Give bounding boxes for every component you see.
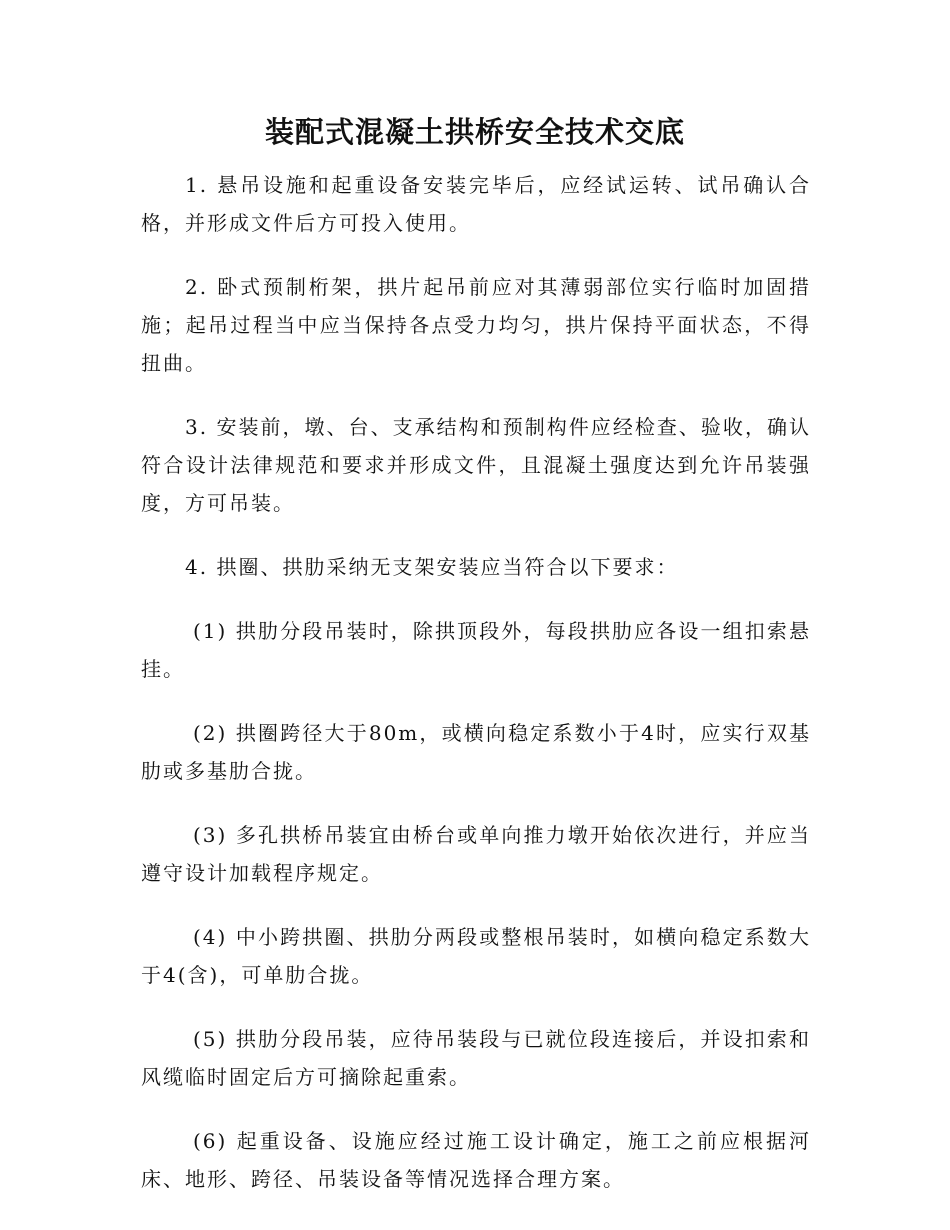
sub-item-5: (5) 拱肋分段吊装，应待吊装段与已就位段连接后，并设扣索和风缆临时固定后方可摘除起重索。 xyxy=(141,1027,811,1089)
sub-item-2: (2) 拱圈跨径大于80m，或横向稳定系数小于4时，应实行双基肋或多基肋合拢。 xyxy=(141,721,811,783)
paragraph-2: 2. 卧式预制桁架，拱片起吊前应对其薄弱部位实行临时加固措施；起吊过程当中应当保持各点受力均匀，拱片保持平面状态，不得扭曲。 xyxy=(141,275,811,375)
document-body xyxy=(141,166,811,1224)
paragraph-3: 3. 安装前，墩、台、支承结构和预制构件应经检查、验收，确认符合设计法律规范和要求并形成文件，且混凝土强度达到允许吊装强度，方可吊装。 xyxy=(141,415,811,515)
paragraph-4: 4. 拱圈、拱肋采纳无支架安装应当符合以下要求： xyxy=(185,555,679,579)
sub-item-1: (1) 拱肋分段吊装时，除拱顶段外，每段拱肋应各设一组扣索悬挂。 xyxy=(141,619,811,681)
sub-item-4: (4) 中小跨拱圈、拱肋分两段或整根吊装时，如横向稳定系数大于4(含)，可单肋合拢。 xyxy=(141,925,811,987)
page-title: 装配式混凝土拱桥安全技术交底 xyxy=(264,115,685,149)
sub-item-6: (6) 起重设备、设施应经过施工设计确定，施工之前应根据河床、地形、跨径、吊装设备等情况选择合理方案。 xyxy=(141,1129,811,1191)
paragraph-1: 1. 悬吊设施和起重设备安装完毕后，应经试运转、试吊确认合格，并形成文件后方可投入使用。 xyxy=(141,173,811,235)
sub-item-3: (3) 多孔拱桥吊装宜由桥台或单向推力墩开始依次进行，并应当遵守设计加载程序规定。 xyxy=(141,823,811,885)
